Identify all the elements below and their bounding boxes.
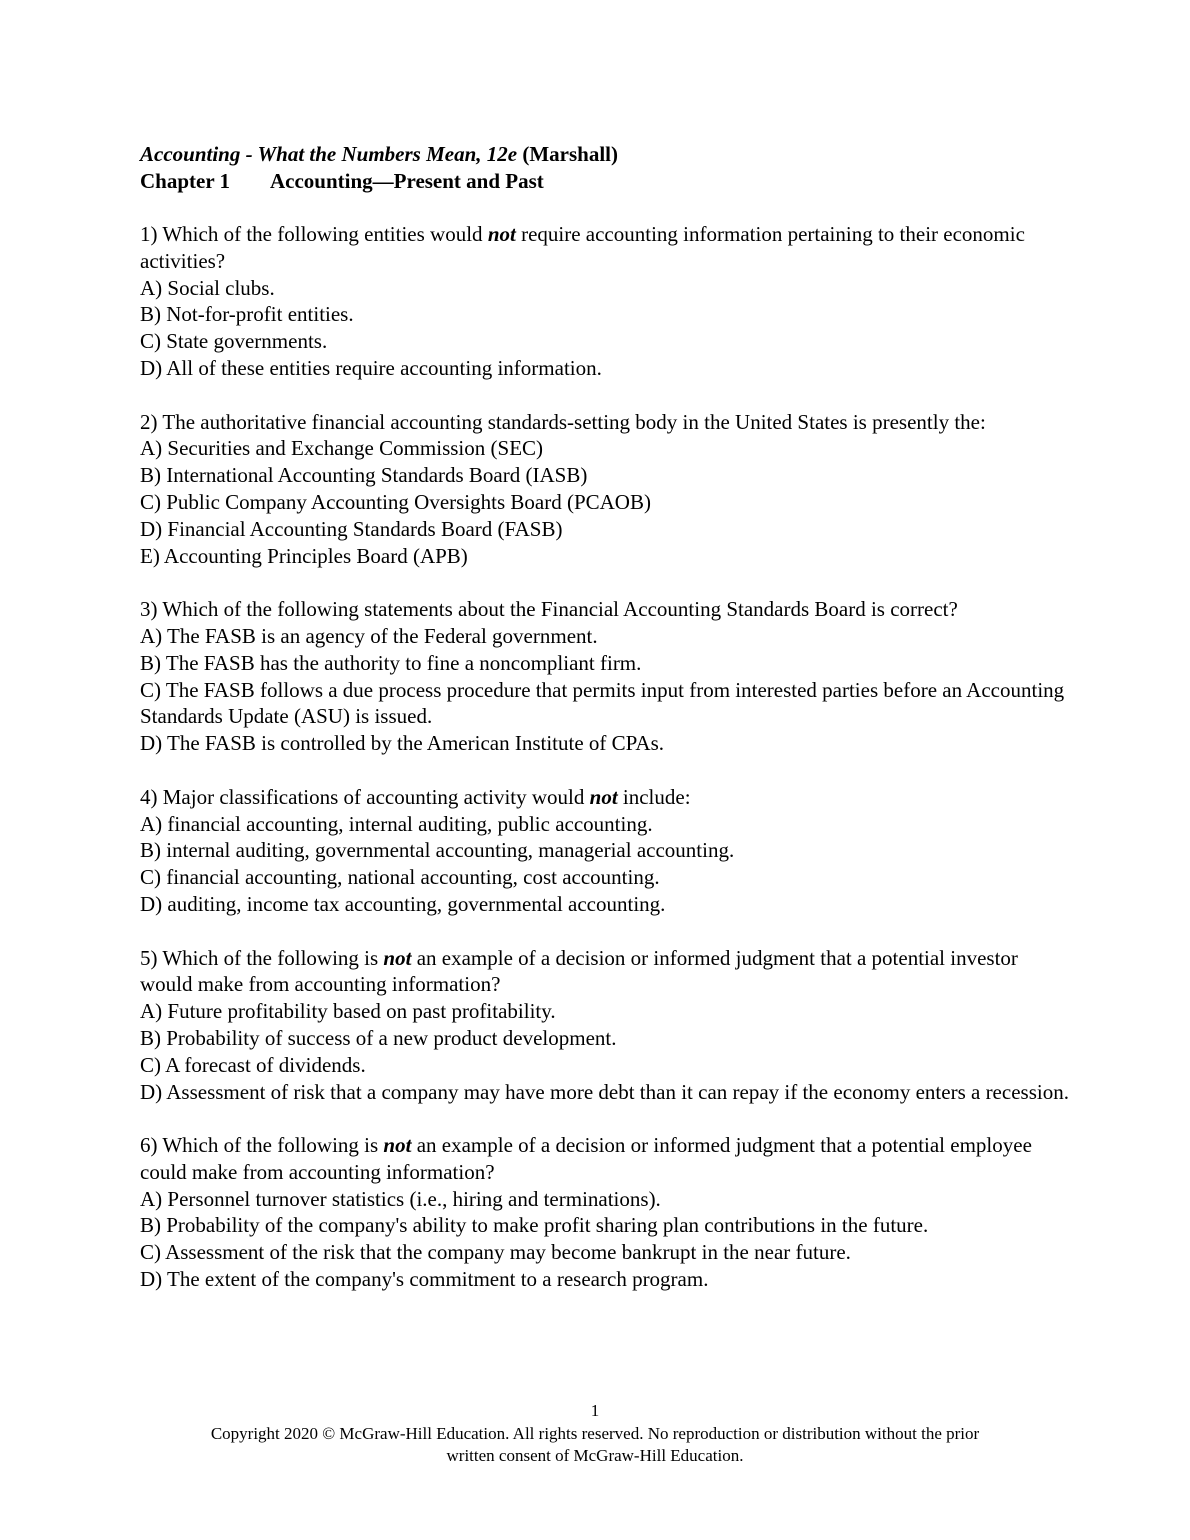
answer-option: A) Social clubs. xyxy=(140,275,275,300)
question-text: 6) Which of the following is xyxy=(140,1133,384,1158)
emphasis-word: not xyxy=(383,1133,412,1158)
question-stem xyxy=(140,1132,1070,1186)
chapter-title: Accounting—Present and Past xyxy=(270,169,544,193)
question-1 xyxy=(140,221,1070,382)
answer-option: D) Financial Accounting Standards Board (FASB) xyxy=(140,516,563,541)
answer-option: B) International Accounting Standards Board (IASB) xyxy=(140,463,588,488)
answer-option: A) Securities and Exchange Commission (SEC) xyxy=(140,436,544,461)
page-number: 1 xyxy=(590,1401,600,1420)
question-text-continued: require accounting information pertaining to their economic activities? xyxy=(140,222,1025,273)
answer-option: D) Assessment of risk that a company may have more debt than it can repay if the economy enters a recession. xyxy=(140,1079,1069,1104)
question-text: 2) The authoritative financial accounting standards-setting body in the United States is presently the: xyxy=(140,409,986,434)
answer-option: D) The FASB is controlled by the American Institute of CPAs. xyxy=(140,731,664,756)
answer-option: C) financial accounting, national accounting, cost accounting. xyxy=(140,865,660,890)
answer-option: A) The FASB is an agency of the Federal government. xyxy=(140,623,598,648)
question-5 xyxy=(140,945,1070,1106)
emphasis-word: not xyxy=(589,784,618,809)
author: (Marshall) xyxy=(522,142,618,166)
answer-option: A) Future profitability based on past profitability. xyxy=(140,999,556,1024)
chapter-heading xyxy=(140,168,1070,195)
book-title-line xyxy=(140,141,1070,168)
answer-option: B) internal auditing, governmental accounting, managerial accounting. xyxy=(140,838,735,863)
answer-option: B) Probability of success of a new product development. xyxy=(140,1025,617,1050)
document-body xyxy=(140,141,1070,1320)
answer-option: B) Probability of the company's ability to make profit sharing plan contributions in the future. xyxy=(140,1213,929,1238)
document-header xyxy=(140,141,1070,195)
question-text-continued: an example of a decision or informed judgment that a potential investor would make from accounting information? xyxy=(140,945,1018,997)
question-4 xyxy=(140,784,1070,918)
copyright-line-1: Copyright 2020 © McGraw-Hill Education. All rights reserved. No reproduction or distribution without the prior xyxy=(210,1424,980,1443)
question-stem xyxy=(140,784,1070,811)
emphasis-word: not xyxy=(383,945,412,970)
copyright-line-2: written consent of McGraw-Hill Education. xyxy=(446,1446,744,1465)
question-6 xyxy=(140,1132,1070,1293)
question-stem xyxy=(140,221,1070,275)
question-stem xyxy=(140,596,1070,623)
question-text: 3) Which of the following statements about the Financial Accounting Standards Board is correct? xyxy=(140,597,958,622)
answer-option: C) State governments. xyxy=(140,329,328,354)
emphasis-word: not xyxy=(487,222,516,246)
question-text: 1) Which of the following entities would xyxy=(140,222,488,246)
copyright-notice xyxy=(0,1423,1190,1467)
question-text-continued: include: xyxy=(617,784,691,809)
chapter-label: Chapter 1 xyxy=(140,169,231,193)
question-text: 5) Which of the following is xyxy=(140,945,384,970)
question-text-continued: an example of a decision or informed judgment that a potential employee could make from accounting information? xyxy=(140,1133,1032,1184)
answer-option: C) Public Company Accounting Oversights Board (PCAOB) xyxy=(140,489,651,514)
question-stem xyxy=(140,945,1070,999)
answer-option: B) The FASB has the authority to fine a noncompliant firm. xyxy=(140,650,642,675)
question-3 xyxy=(140,596,1070,757)
answer-option: E) Accounting Principles Board (APB) xyxy=(140,543,468,568)
answer-option: D) auditing, income tax accounting, governmental accounting. xyxy=(140,891,666,916)
answer-option: A) Personnel turnover statistics (i.e., hiring and terminations). xyxy=(140,1186,661,1211)
question-list xyxy=(140,221,1070,1293)
answer-option: B) Not-for-profit entities. xyxy=(140,302,354,327)
answer-option: D) The extent of the company's commitment to a research program. xyxy=(140,1267,709,1292)
answer-option: A) financial accounting, internal auditing, public accounting. xyxy=(140,811,653,836)
book-title: Accounting - What the Numbers Mean, 12e xyxy=(140,142,518,166)
question-2 xyxy=(140,409,1070,570)
answer-option: D) All of these entities require accounting information. xyxy=(140,355,602,380)
question-stem xyxy=(140,409,1070,436)
answer-option: C) Assessment of the risk that the company may become bankrupt in the near future. xyxy=(140,1240,851,1265)
answer-option: C) The FASB follows a due process procedure that permits input from interested parties before an Accounting Standards Update (ASU) is issued. xyxy=(140,677,1065,729)
question-text: 4) Major classifications of accounting activity would xyxy=(140,784,590,809)
answer-option: C) A forecast of dividends. xyxy=(140,1052,366,1077)
